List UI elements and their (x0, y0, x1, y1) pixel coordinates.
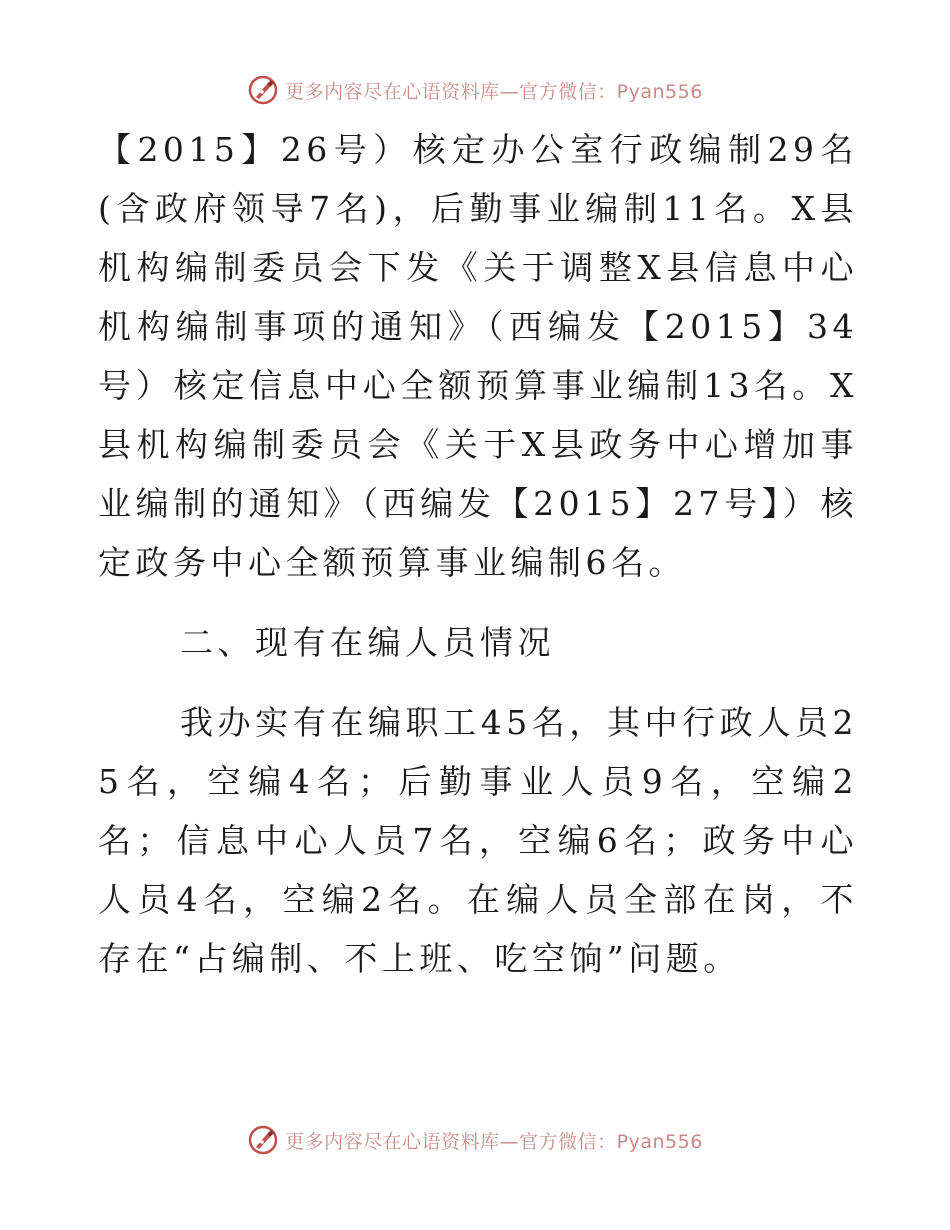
header-watermark (0, 70, 950, 110)
watermark-text: 更多内容尽在心语资料库—官方微信：Pyan556 (285, 1130, 703, 1153)
body-paragraph-1: 【2015】26号）核定办公室行政编制29名(含政府领导7名)，后勤事业编制11名。X县机构编制委员会下发《关于调整X县信息中心机构编制事项的通知》（西编发【2015】34号）核定信息中心全额预算事业编制13名。X县机构编制委员会《关于X县政务中心增加事业编制的通知》（西编发【2015】27号】）核定政务中心全额预算事业编制6名。 (98, 130, 858, 582)
document-body (98, 120, 858, 988)
section-heading: 二、现有在编人员情况 (180, 623, 555, 662)
pen-nib-logo-icon (247, 1124, 279, 1156)
footer-watermark (0, 1120, 950, 1160)
pen-nib-logo-icon (247, 74, 279, 106)
body-paragraph-2: 我办实有在编职工45名，其中行政人员25名，空编4名；后勤事业人员9名，空编2名；信息中心人员7名，空编6名；政务中心人员4名，空编2名。在编人员全部在岗，不存在“占编制、不上班、吃空饷”问题。 (98, 703, 858, 978)
watermark-text: 更多内容尽在心语资料库—官方微信：Pyan556 (285, 80, 703, 103)
